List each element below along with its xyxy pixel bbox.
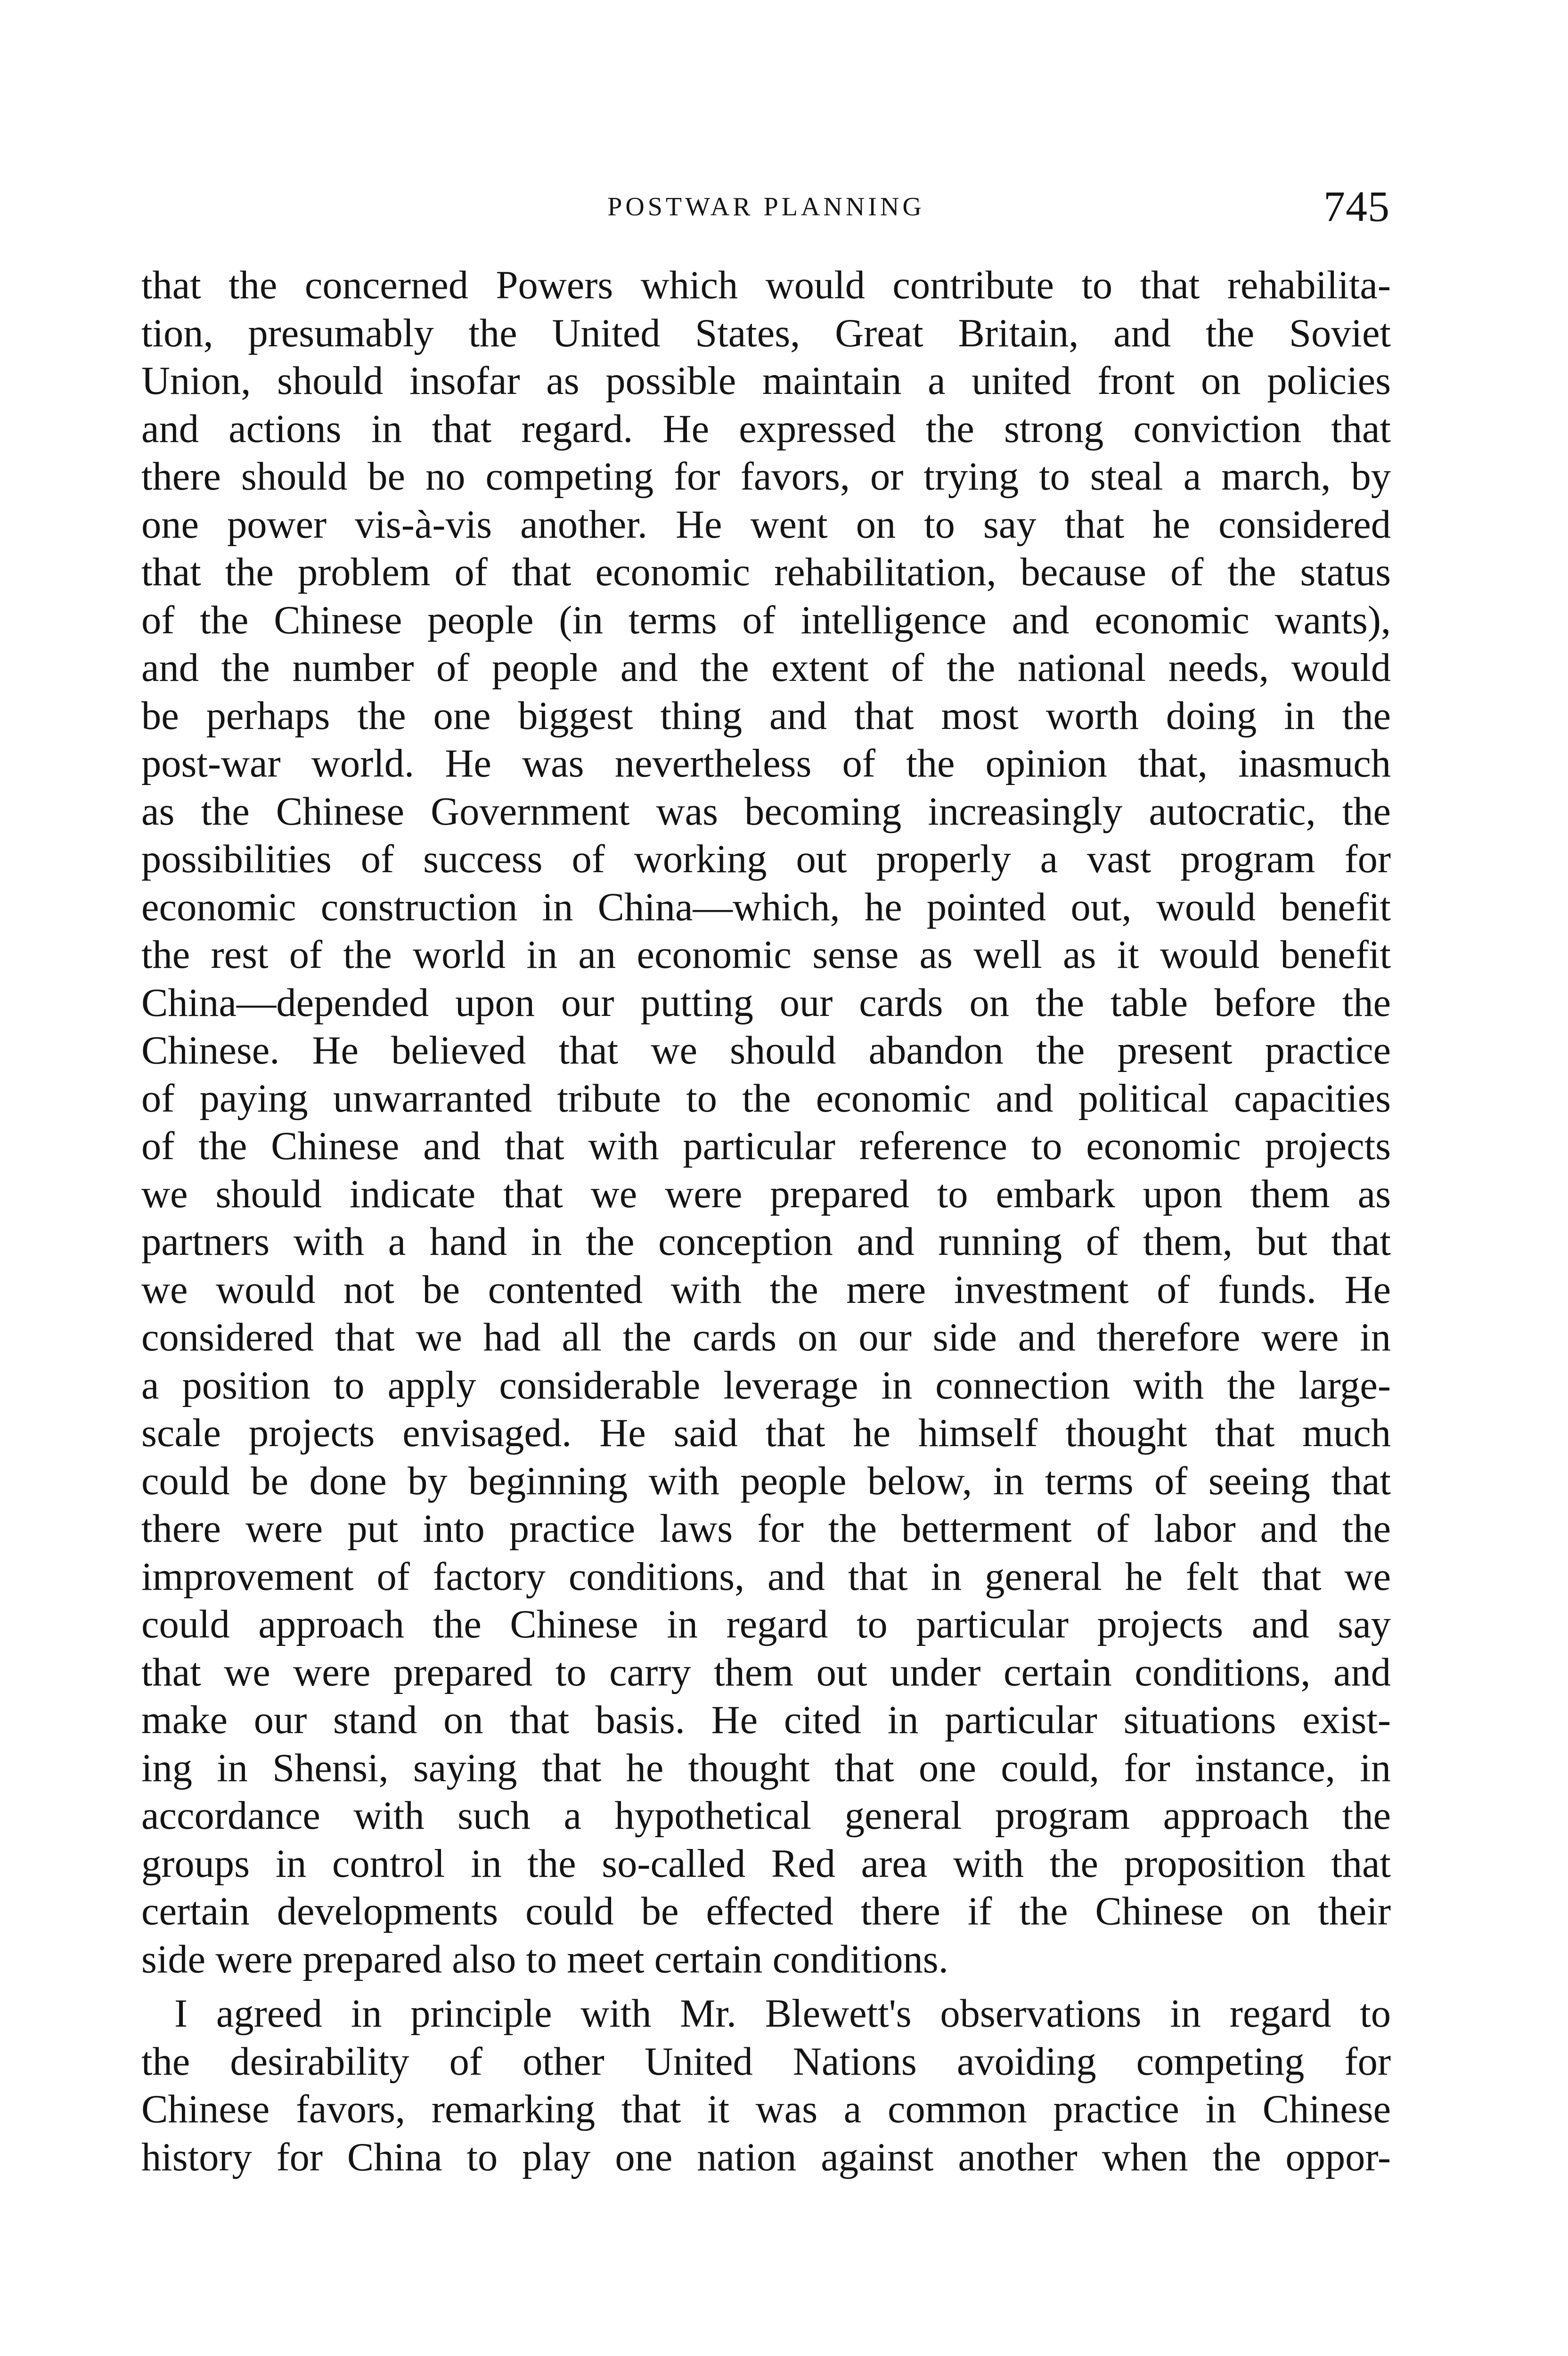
text-line: certain developments could be effected there if the Chinese on their: [141, 1890, 1391, 1933]
text-line: one power vis-à-vis another. He went on to say that he considered: [141, 502, 1391, 547]
text-line: of the Chinese people (in terms of intelligence and economic wants),: [141, 598, 1391, 642]
text-line: that the concerned Powers which would contribute to that rehabilita-: [141, 263, 1391, 307]
text-line: as the Chinese Government was becoming increasingly autocratic, the: [141, 789, 1391, 834]
text-line: could be done by beginning with people below, in terms of seeing that: [141, 1459, 1391, 1503]
text-line: economic construction in China—which, he pointed out, would benefit: [141, 885, 1391, 929]
text-line: make our stand on that basis. He cited in particular situations exist-: [141, 1698, 1391, 1742]
text-line: we would not be contented with the mere investment of funds. He: [141, 1268, 1391, 1312]
text-line: considered that we had all the cards on our side and therefore were in: [141, 1316, 1391, 1359]
text-line: could approach the Chinese in regard to particular projects and say: [141, 1603, 1391, 1646]
text-line: a position to apply considerable leverage in connection with the large-: [141, 1363, 1391, 1407]
text-line: the desirability of other United Nations avoiding competing for: [141, 2039, 1391, 2084]
text-line: be perhaps the one biggest thing and that most worth doing in the: [141, 694, 1391, 738]
text-line: improvement of factory conditions, and that in general he felt that we: [141, 1554, 1391, 1599]
text-line: the rest of the world in an economic sense as well as it would benefit: [141, 933, 1391, 977]
text-line: tion, presumably the United States, Great Britain, and the Soviet: [141, 311, 1391, 355]
text-line: Union, should insofar as possible maintain a united front on policies: [141, 359, 1391, 403]
text-line: post-war world. He was nevertheless of the opinion that, inasmuch: [141, 742, 1391, 785]
page-number: 745: [1323, 182, 1390, 230]
text-line: that the problem of that economic rehabilitation, because of the status: [141, 550, 1391, 594]
text-line: there should be no competing for favors, or trying to steal a march, by: [141, 455, 1391, 499]
text-line: of the Chinese and that with particular reference to economic projects: [141, 1124, 1391, 1168]
text-line: scale projects envisaged. He said that he himself thought that much: [141, 1411, 1391, 1455]
section-title: POSTWAR PLANNING: [607, 192, 925, 221]
text-line: ing in Shensi, saying that he thought that one could, for instance, in: [141, 1746, 1391, 1790]
text-line: we should indicate that we were prepared to embark upon them as: [141, 1172, 1391, 1216]
text-line: side were prepared also to meet certain conditions.: [141, 1937, 948, 1981]
text-line: of paying unwarranted tribute to the economic and political capacities: [141, 1076, 1391, 1121]
text-line: China—depended upon our putting our cards on the table before the: [141, 981, 1391, 1025]
text-line: and actions in that regard. He expressed the strong conviction that: [141, 407, 1391, 451]
body-text: [141, 262, 1391, 2181]
text-line: groups in control in the so-called Red area with the proposition that: [141, 1841, 1391, 1886]
text-line: Chinese. He believed that we should abandon the present practice: [141, 1029, 1391, 1072]
text-line: accordance with such a hypothetical general program approach the: [141, 1794, 1391, 1838]
running-head: [141, 181, 1391, 233]
text-line: I agreed in principle with Mr. Blewett's observations in regard to: [174, 1992, 1391, 2036]
text-line: Chinese favors, remarking that it was a common practice in Chinese: [141, 2087, 1391, 2131]
text-line: and the number of people and the extent of the national needs, would: [141, 646, 1391, 690]
text-line: possibilities of success of working out properly a vast program for: [141, 837, 1391, 881]
text-line: history for China to play one nation against another when the oppor-: [141, 2135, 1391, 2179]
text-line: there were put into practice laws for the betterment of labor and the: [141, 1507, 1391, 1551]
paragraph-2: [141, 1990, 1391, 2181]
text-line: that we were prepared to carry them out under certain conditions, and: [141, 1650, 1391, 1694]
text-line: partners with a hand in the conception and running of them, but that: [141, 1220, 1391, 1264]
paragraph-1: [141, 262, 1391, 1983]
